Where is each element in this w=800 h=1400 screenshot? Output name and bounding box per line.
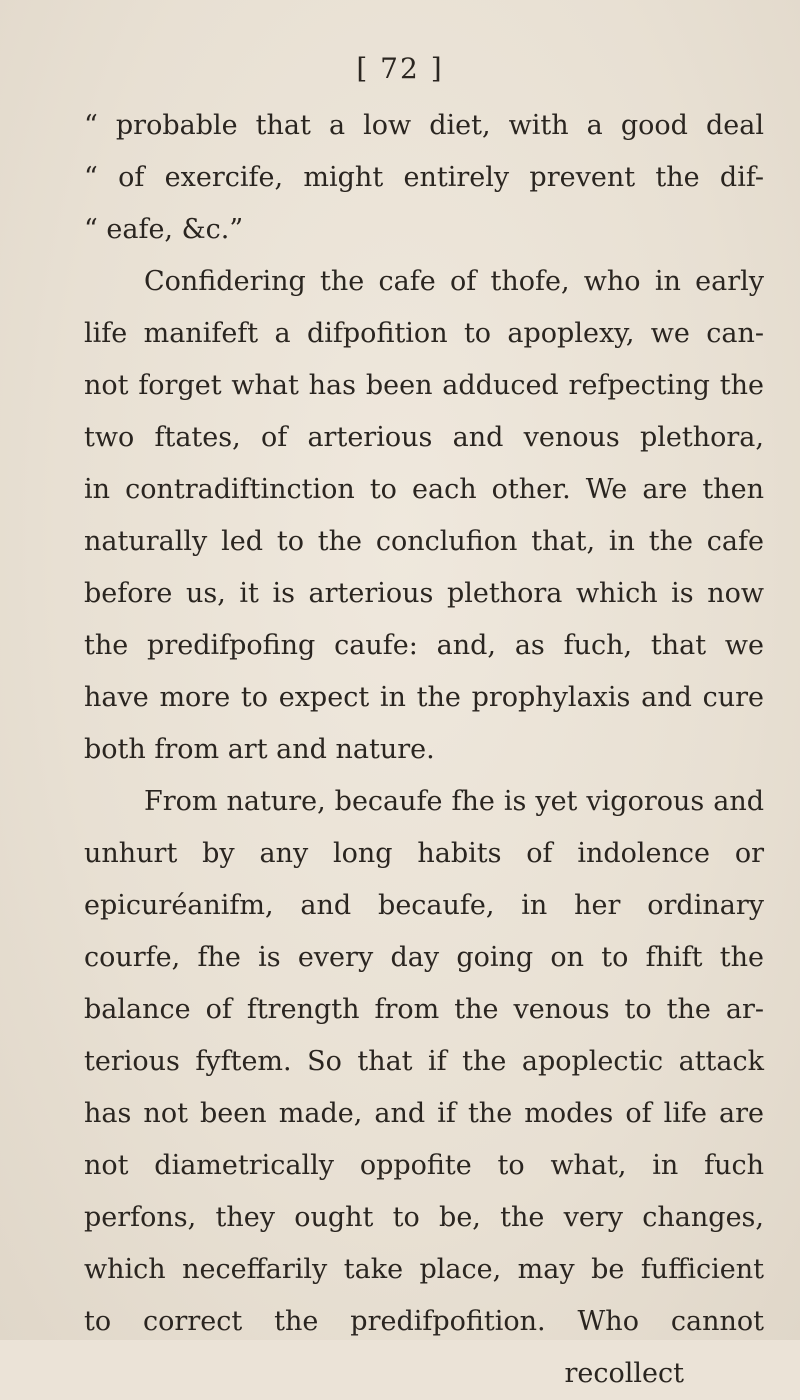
body-text bbox=[84, 100, 764, 1400]
text-line: which neceffarily take place, may be fufficient bbox=[84, 1254, 764, 1285]
text-line: life manifeft a difpofition to apoplexy, we can- bbox=[84, 318, 764, 349]
text-line: naturally led to the conclufion that, in the cafe bbox=[84, 526, 764, 557]
text-line: “ of exercife, might entirely prevent the dif- bbox=[84, 162, 764, 193]
text-line: perfons, they ought to be, the very changes, bbox=[84, 1202, 764, 1233]
paragraph-start-line: From nature, becaufe fhe is yet vigorous and bbox=[144, 786, 764, 817]
text-line: before us, it is arterious plethora which is now bbox=[84, 578, 764, 609]
text-line: in contradiftinction to each other. We are then bbox=[84, 474, 764, 505]
text-line: terious fyftem. So that if the apoplectic attack bbox=[84, 1046, 764, 1077]
text-line: epicuréanifm, and becaufe, in her ordinary bbox=[84, 890, 764, 921]
text-line: “ eafe, &c.” bbox=[84, 214, 244, 245]
text-line: to correct the predifpofition. Who cannot bbox=[84, 1306, 764, 1337]
text-line: has not been made, and if the modes of life are bbox=[84, 1098, 764, 1129]
text-line: courfe, fhe is every day going on to fhift the bbox=[84, 942, 764, 973]
text-line: not forget what has been adduced refpecting the bbox=[84, 370, 764, 401]
text-line: unhurt by any long habits of indolence or bbox=[84, 838, 764, 869]
catchword: recollect bbox=[564, 1358, 684, 1389]
text-line: the predifpofing caufe: and, as fuch, that we bbox=[84, 630, 764, 661]
text-line: balance of ftrength from the venous to the ar- bbox=[84, 994, 764, 1025]
text-line: not diametrically oppofite to what, in fuch bbox=[84, 1150, 764, 1181]
paragraph-start-line: Confidering the cafe of thofe, who in early bbox=[144, 266, 764, 297]
text-line: both from art and nature. bbox=[84, 734, 435, 765]
text-line: two ftates, of arterious and venous plethora, bbox=[84, 422, 764, 453]
text-line: “ probable that a low diet, with a good deal bbox=[84, 110, 764, 141]
page-number: [ 72 ] bbox=[356, 52, 444, 85]
text-line: have more to expect in the prophylaxis and cure bbox=[84, 682, 764, 713]
